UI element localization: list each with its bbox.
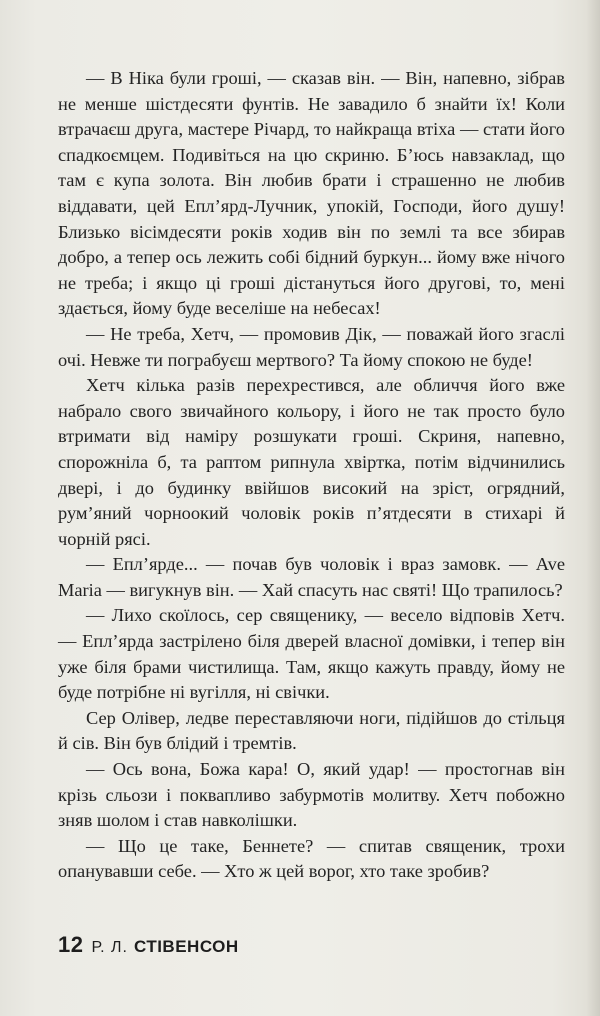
page-edge-shadow	[586, 0, 600, 1016]
paragraph: Сер Олівер, ледве переставляючи ноги, підійшов до стільця й сів. Він був блідий і тремтів.	[58, 707, 565, 754]
paragraph: — Що це таке, Беннете? — спитав священик, трохи опанувавши себе. — Хто ж цей ворог, хто таке зробив?	[58, 835, 565, 882]
author-initials: Р. Л.	[91, 939, 128, 956]
page-footer	[58, 932, 239, 962]
paragraph: Хетч кілька разів перехрестився, але обличчя його вже набрало свого звичайного кольору, і його не так просто було втримати від наміру розшукати гроші. Скриня, напевно, спорожніла б, та раптом рипнула хвіртка, потім відчинились двері, і до будинку ввійшов високий на зріст, огрядний, рум’яний чорноокий чоловік років п’ятдесяти в стихарі й чорній рясі.	[58, 375, 565, 549]
body-text	[58, 66, 565, 885]
paragraph: — В Ніка були гроші, — сказав він. — Він, напевно, зібрав не менше шістдесяти фунтів. Не завадило б знайти їх! Коли втрачаєш друга, мастере Річард, то найкраща втіха — стати його спадкоємцем. Подивіться на цю скриню. Б’юсь навзаклад, що там є купа золота. Він любив брати і страшенно не любив віддавати, цей Епл’ярд-Лучник, упокій, Господи, його душу! Близько вісімдесяти років ходив він по землі та все збирав добро, а тепер ось лежить собі бідний буркун... йому вже нічого не треба; і якщо ці гроші дістануться його другові, то, мені здається, йому буде веселіше на небесах!	[58, 68, 565, 319]
page-number: 12	[58, 932, 84, 957]
paragraph: — Епл’ярде... — почав був чоловік і враз замовк. — Ave Maria — вигукнув він. — Хай спасуть нас святі! Що трапилось?	[58, 554, 565, 600]
paragraph: — Лихо скоїлось, сер священику, — весело відповів Хетч. — Епл’ярда застрілено біля дверей власної домівки, і тепер він уже біля брами чистилища. Там, якщо кажуть правду, йому не буде потрібне ні вугілля, ні свічки.	[58, 605, 565, 703]
paragraph: — Ось вона, Божа кара! О, який удар! — простогнав він крізь сльози і поквапливо забурмотів молитву. Хетч побожно зняв шолом і став навколішки.	[58, 759, 565, 831]
author-name: СТІВЕНСОН	[133, 937, 239, 956]
paragraph: — Не треба, Хетч, — промовив Дік, — поважай його згаслі очі. Невже ти пограбуєш мертвого? Та йому спокою не буде!	[58, 323, 565, 370]
